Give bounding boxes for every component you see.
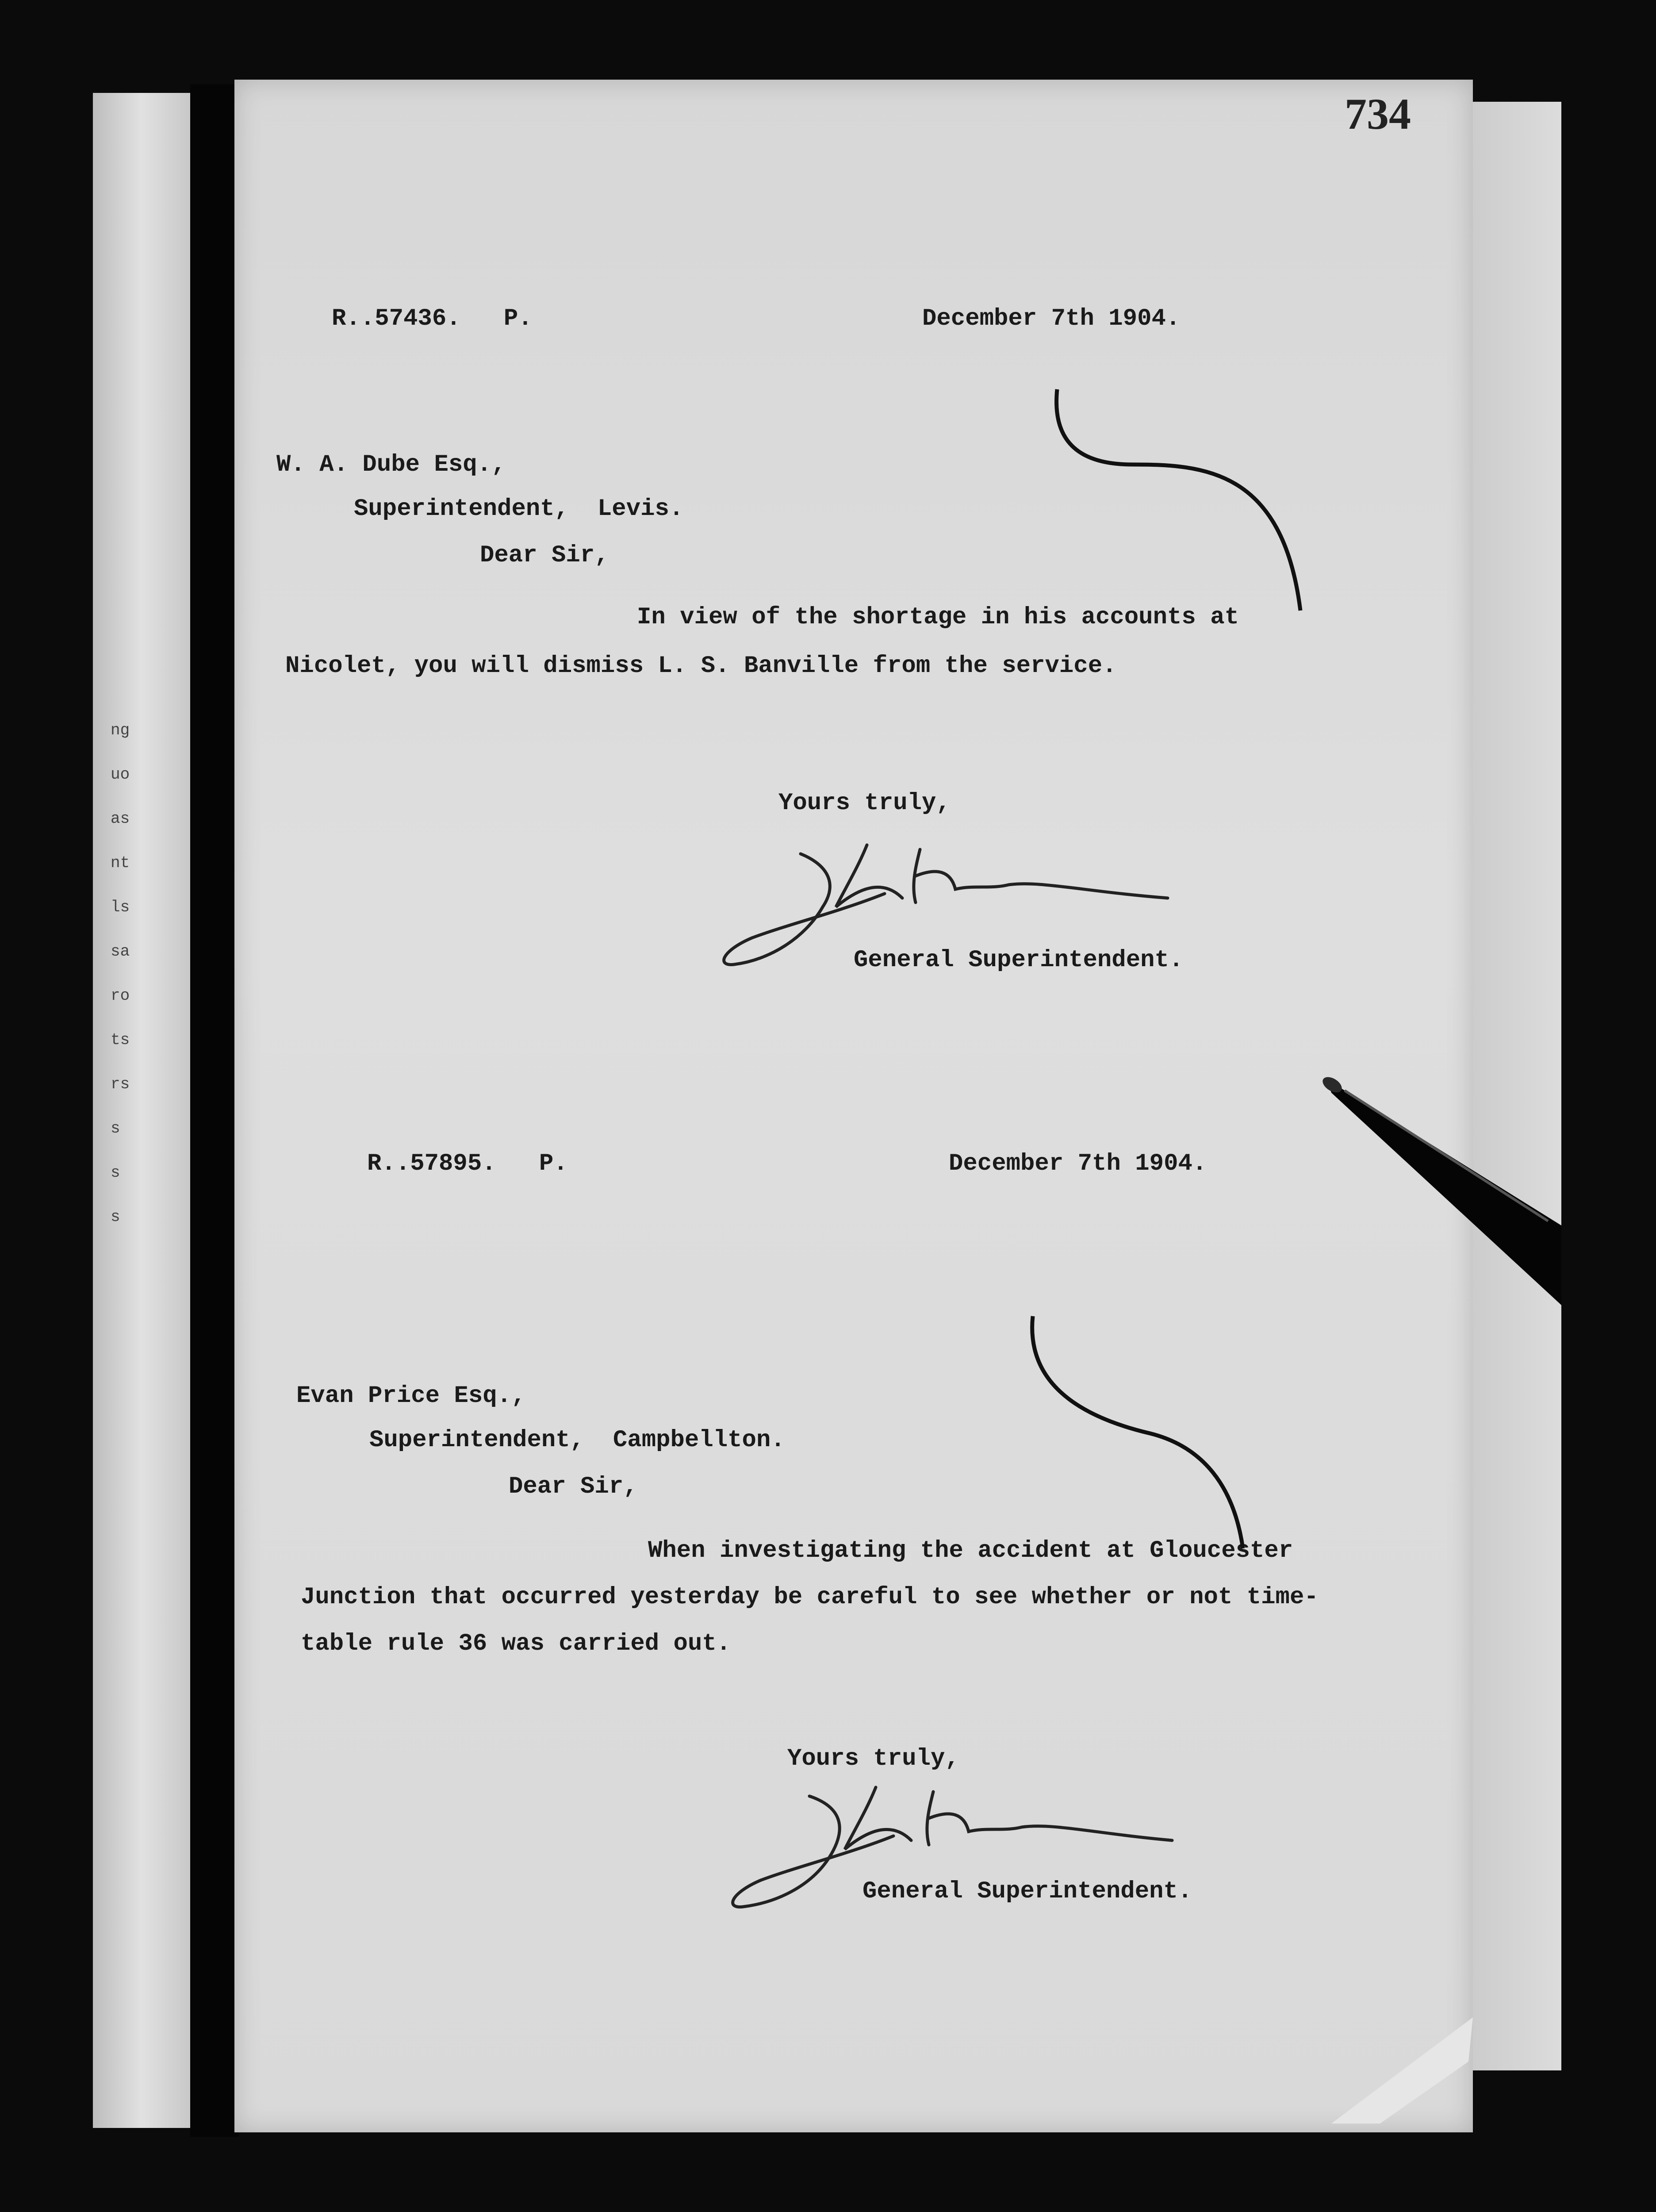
strip-fragment: sa bbox=[111, 942, 130, 960]
signature-1 bbox=[724, 845, 1168, 964]
strip-fragment: s bbox=[111, 1208, 120, 1226]
ink-separator-curve bbox=[1057, 389, 1300, 611]
strip-fragment: uo bbox=[111, 765, 130, 783]
page-number: 734 bbox=[1345, 89, 1411, 138]
letter-2-salutation: Dear Sir, bbox=[509, 1473, 638, 1500]
letter-1-salutation: Dear Sir, bbox=[480, 542, 609, 569]
letter-2-body-line: Junction that occurred yesterday be careful to see whether or not time- bbox=[301, 1584, 1319, 1611]
letter-1-body-line: Nicolet, you will dismiss L. S. Banville from the service. bbox=[285, 653, 1117, 680]
strip-fragment: ls bbox=[111, 898, 130, 916]
strip-fragment: ts bbox=[111, 1031, 130, 1049]
letter-1-body-line: In view of the shortage in his accounts at bbox=[637, 604, 1239, 631]
ink-separator-curve bbox=[1032, 1316, 1243, 1548]
letter-2-recipient-title: Superintendent, Campbellton. bbox=[369, 1427, 785, 1454]
strip-fragment: ng bbox=[111, 721, 130, 739]
strip-fragment: as bbox=[111, 810, 130, 828]
strip-fragment: s bbox=[111, 1119, 120, 1137]
letter-1-reference: R..57436. P. bbox=[332, 305, 533, 332]
signature-2 bbox=[733, 1787, 1172, 1907]
page-curl bbox=[1331, 2017, 1473, 2124]
letter-1-date: December 7th 1904. bbox=[922, 305, 1181, 332]
letter-1-closing: Yours truly, bbox=[778, 790, 951, 817]
letter-2-body-line: table rule 36 was carried out. bbox=[301, 1630, 731, 1657]
strip-fragment: ro bbox=[111, 987, 130, 1005]
letter-2-closing: Yours truly, bbox=[787, 1745, 959, 1772]
letter-2-date: December 7th 1904. bbox=[949, 1150, 1207, 1177]
letter-2-body-line: When investigating the accident at Gloucester bbox=[648, 1537, 1293, 1564]
pointer-pen bbox=[1320, 1074, 1561, 1305]
letter-1-recipient-title: Superintendent, Levis. bbox=[354, 495, 684, 522]
strip-fragment: s bbox=[111, 1164, 120, 1182]
letter-1-signature-title: General Superintendent. bbox=[854, 947, 1184, 974]
letter-2-signature-title: General Superintendent. bbox=[862, 1878, 1192, 1905]
letter-2-reference: R..57895. P. bbox=[367, 1150, 568, 1177]
letter-1-recipient-name: W. A. Dube Esq., bbox=[276, 451, 506, 478]
letter-2-recipient-name: Evan Price Esq., bbox=[296, 1382, 526, 1409]
strip-fragment: nt bbox=[111, 854, 130, 872]
strip-fragment: rs bbox=[111, 1075, 130, 1093]
